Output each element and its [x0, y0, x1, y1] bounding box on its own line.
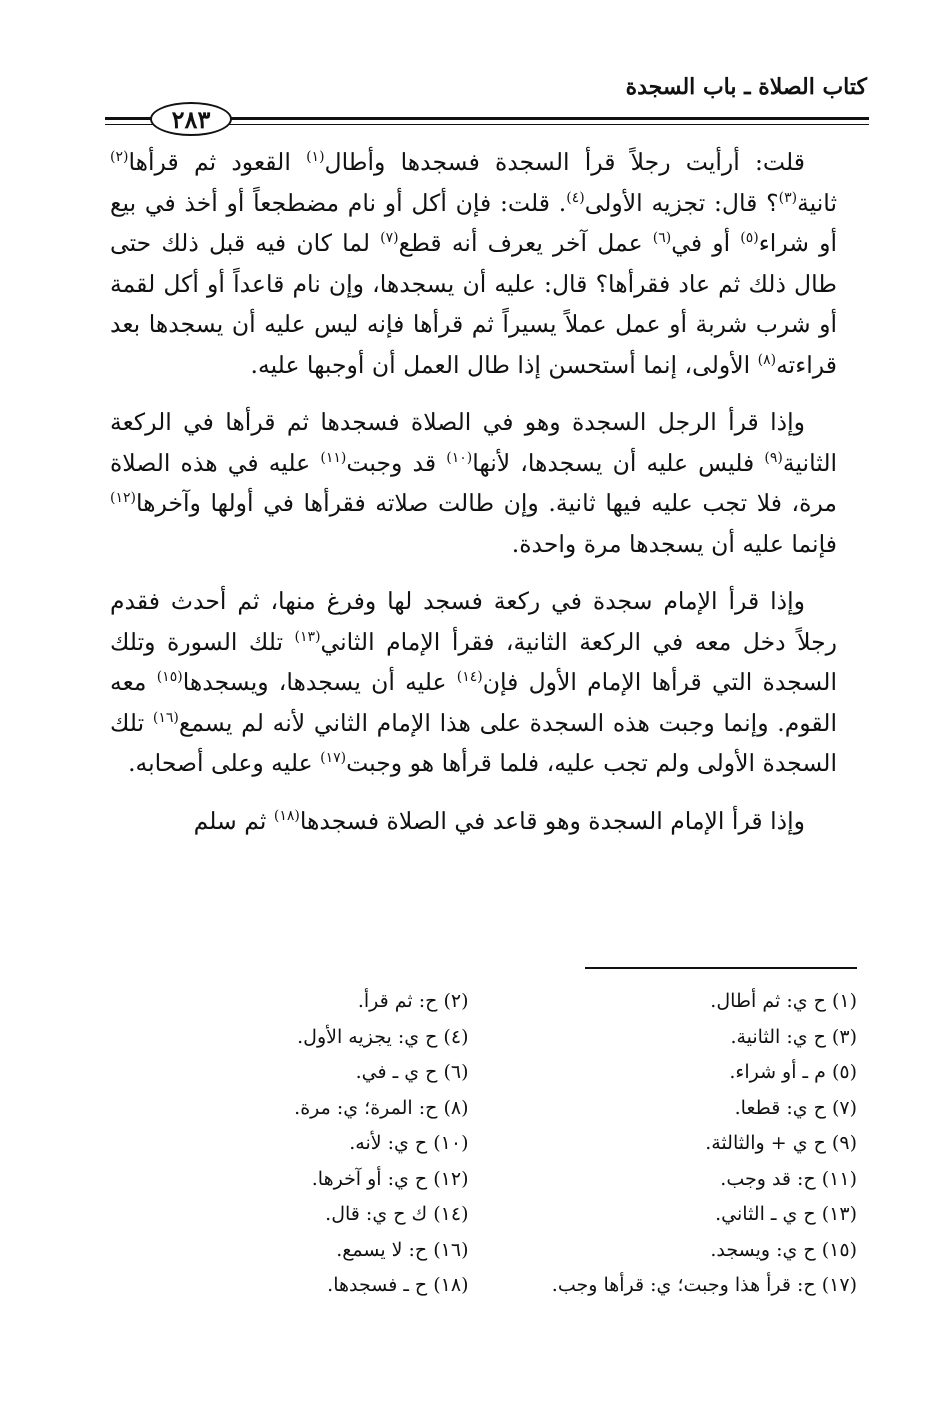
paragraph-text: . قلت: فإن أكل أو نام مضطجعاً أو أخذ في بيع أو شراء — [110, 188, 838, 257]
footnote: (٥) م ـ أو شراء. — [729, 1061, 857, 1083]
footnote: (١٤) ك ح ي: قال. — [325, 1203, 469, 1225]
footnotes — [120, 984, 857, 1304]
footnote-marker: (٥) — [740, 230, 759, 246]
paragraph-text: فليس عليه أن يسجدها، لأنها — [472, 448, 765, 477]
paragraph-text: ثم سلم — [193, 806, 274, 835]
footnote-marker: (١٥) — [156, 669, 183, 685]
footnote: (١١) ح: قد وجب. — [720, 1167, 857, 1190]
paragraph-text: عليه وعلى أصحابه. — [128, 749, 321, 777]
footnote-marker: (٤) — [566, 189, 585, 206]
footnote: (١٥) ح ي: ويسجد. — [710, 1238, 857, 1261]
running-head: كتاب الصلاة ـ باب السجدة — [625, 74, 867, 100]
paragraph-text: الأولى، إنما أستحسن إذا طال العمل أن أوجبها عليه. — [250, 350, 758, 379]
paragraph-text: وإذا قرأ الإمام السجدة وهو قاعد في الصلاة فسجدها — [299, 806, 805, 835]
footnote-marker: (١١) — [320, 449, 347, 466]
footnote: (٦) ح ي ـ في. — [355, 1061, 469, 1083]
body-text — [110, 142, 837, 858]
paragraph-text: قلت: أرأيت رجلاً قرأ السجدة فسجدها وأطال — [324, 148, 805, 176]
paragraph-text: تلك السورة وتلك السجدة التي قرأها الإمام الأول فإن — [110, 627, 837, 696]
footnote: (١٣) ح ي ـ الثاني. — [715, 1203, 857, 1225]
footnote: (٨) ح: المرة؛ ي: مرة. — [294, 1096, 469, 1119]
footnote-marker: (١٧) — [320, 750, 347, 766]
footnote: (٩) ح ي + والثالثة. — [705, 1132, 857, 1154]
paragraph-text: تلك السجدة الأولى ولم تجب عليه، فلما قرأها هو وجبت — [110, 708, 837, 777]
footnote: (٧) ح ي: قطعا. — [734, 1096, 857, 1119]
footnote-marker: (٩) — [764, 449, 783, 466]
paragraph — [110, 142, 837, 385]
paragraph-text: عليه أن يسجدها، ويسجدها — [182, 668, 457, 696]
footnote: (١٨) ح ـ فسجدها. — [327, 1274, 469, 1296]
footnote: (٣) ح ي: الثانية. — [730, 1025, 857, 1048]
footnote-marker: (١٣) — [294, 628, 321, 645]
paragraph-text: القعود ثم قرأها — [128, 148, 307, 176]
footnote: (١) ح ي: ثم أطال. — [710, 990, 857, 1012]
footnote-marker: (١٠) — [446, 449, 473, 466]
footnote: (٤) ح ي: يجزيه الأول. — [297, 1025, 469, 1048]
paragraph — [110, 581, 837, 784]
paragraph-text: وإذا قرأ الرجل السجدة وهو في الصلاة فسجدها ثم قرأها في الركعة الثانية — [110, 408, 838, 477]
footnote: (١٢) ح ي: أو آخرها. — [311, 1167, 469, 1190]
footnote-marker: (٢) — [110, 149, 129, 165]
paragraph-text: ؟ قال: تجزيه الأولى — [584, 188, 779, 217]
footnote: (١٠) ح ي: لأنه. — [349, 1132, 469, 1154]
paragraph-text: وإذا قرأ الإمام سجدة في ركعة فسجد لها وفرغ منها، ثم أحدث فقدم رجلاً دخل معه في الركعة الثانية، فقرأ الإمام الثاني — [110, 587, 837, 656]
paragraph — [110, 402, 837, 564]
paragraph-text: عليه في هذه الصلاة مرة، فلا تجب عليه فيها ثانية. وإن طالت صلاته فقرأها في أولها وآخرها — [110, 448, 837, 517]
footnote-marker: (١٢) — [110, 490, 136, 506]
footnote: (١٦) ح: لا يسمع. — [336, 1238, 469, 1261]
paragraph-text: قد وجبت — [346, 448, 447, 477]
footnote-marker: (٨) — [757, 351, 777, 368]
paragraph-text: لما كان فيه قبل ذلك حتى طال ذلك ثم عاد فقرأها؟ قال: عليه أن يسجدها، وإن نام قاعداً أو أكل لقمة أو شرب شربة أو عمل عملاً يسيراً ثم قرأها فإنه ليس عليه أن يسجدها بعد قراءته — [110, 229, 837, 379]
footnote-separator — [585, 967, 857, 969]
footnote-marker: (١٦) — [152, 709, 179, 726]
footnote: (١٧) ح: قرأ هذا وجبت؛ ي: قرأها وجب. — [551, 1274, 857, 1296]
footnote-marker: (٧) — [380, 230, 399, 246]
paragraph-text: عمل آخر يعرف أنه قطع — [398, 229, 653, 257]
footnote-marker: (١٤) — [456, 669, 483, 685]
paragraph — [110, 801, 837, 842]
paragraph-text: ثانية — [797, 188, 837, 217]
paragraph-text: فإنما عليه أن يسجدها مرة واحدة. — [511, 529, 837, 558]
footnote-marker: (٦) — [652, 230, 672, 246]
page-number: ٢٨٣ — [150, 102, 232, 136]
footnote-marker: (١) — [306, 149, 325, 165]
footnote-marker: (٣) — [778, 189, 798, 206]
paragraph-text: أو في — [671, 229, 741, 257]
footnote-marker: (١٨) — [273, 807, 300, 824]
footnote: (٢) ح: ثم قرأ. — [357, 990, 469, 1012]
paragraph-text: معه القوم. وإنما وجبت هذه السجدة على هذا الإمام الثاني لأنه لم يسمع — [110, 668, 837, 737]
